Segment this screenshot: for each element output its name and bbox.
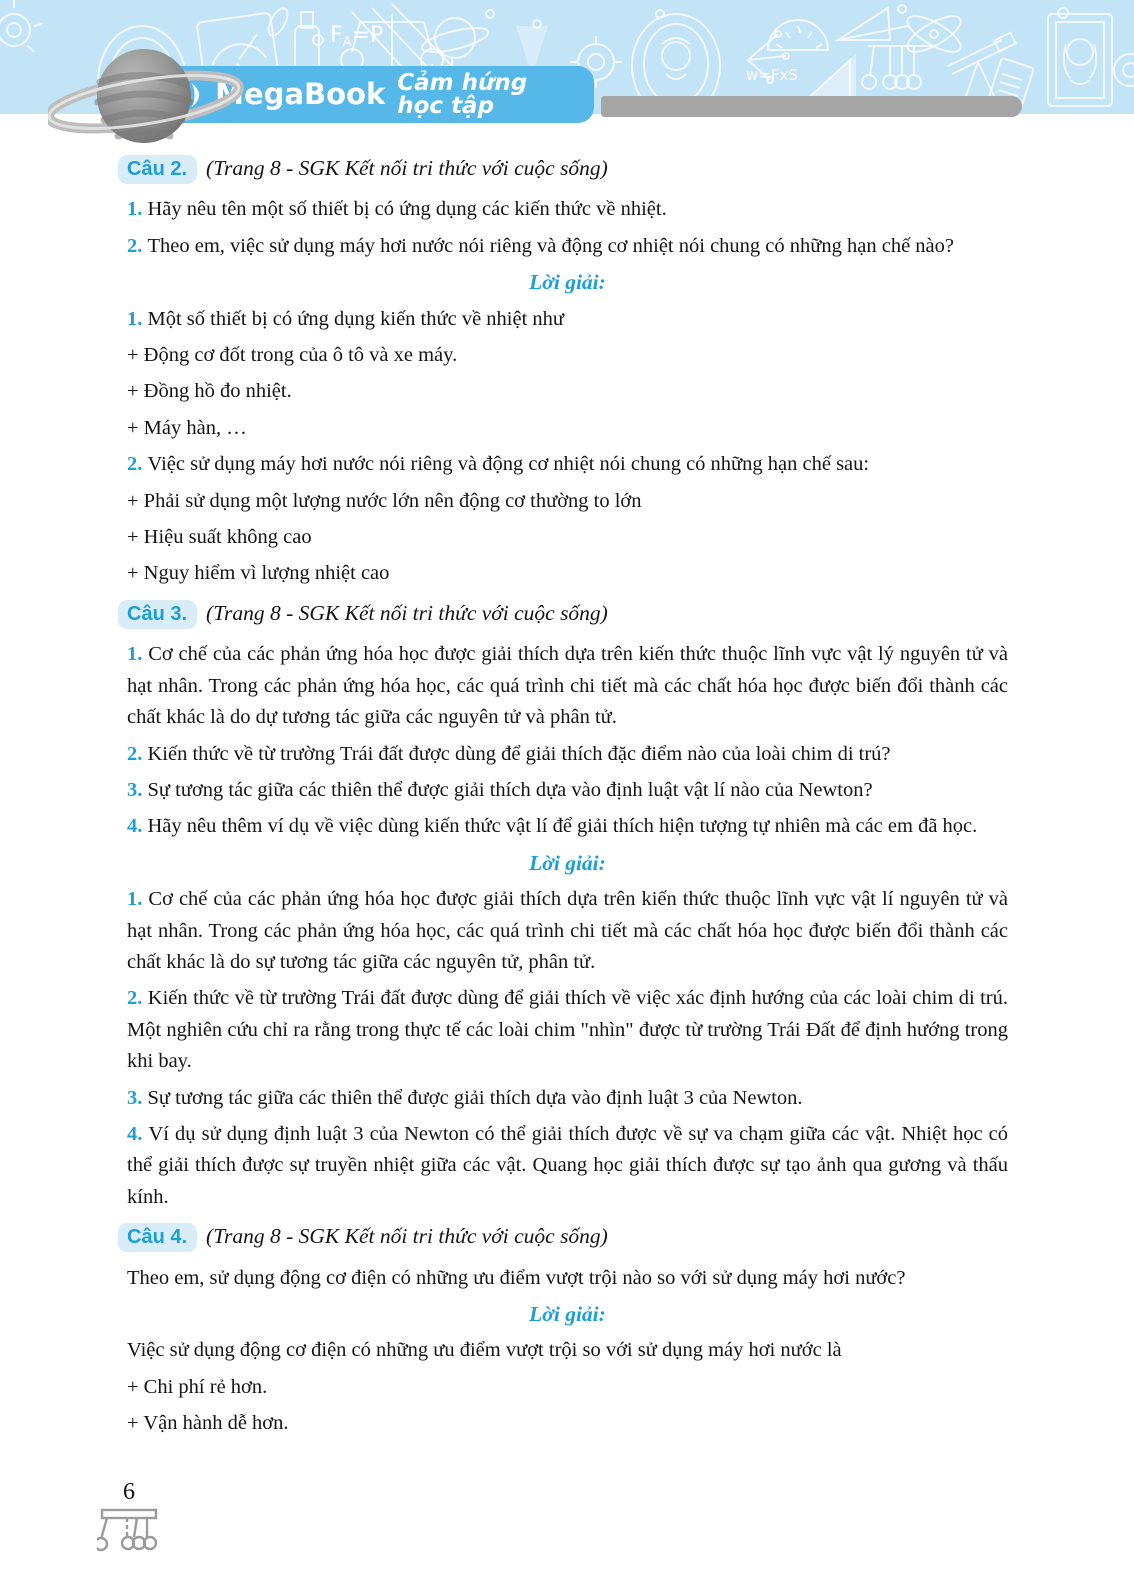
question-heading [127, 595, 1008, 634]
paragraph: Theo em, sử dụng động cơ điện có những ưu điểm vượt trội nào so với sử dụng máy hơi nước? [127, 1266, 906, 1289]
bullet-line: + Hiệu suất không cao [127, 526, 312, 549]
bullet-line: + Vận hành dễ hơn. [127, 1412, 289, 1435]
paragraph: Việc sử dụng động cơ điện có những ưu điểm vượt trội so với sử dụng máy hơi nước là [127, 1339, 842, 1362]
item-number: 4. [127, 1122, 149, 1145]
page-number: 6 [123, 1479, 135, 1505]
answer-item: 2. Việc sử dụng máy hơi nước nói riêng và động cơ nhiệt nói chung có những hạn chế sau: [127, 453, 870, 476]
answer-item: 1. Cơ chế của các phản ứng hóa học được giải thích dựa trên kiến thức thuộc lĩnh vực vật lý nguyên tử và hạt nhân. Trong các phản ứng hóa học, các quá trình chi tiết mà các chất hóa học được biến đổi thành các chất khác là do dự tương tác giữa các nguyên tử và phân tử. [127, 643, 1008, 729]
header-gray-bar [601, 96, 1022, 117]
answer-item: 3. Sự tương tác giữa các thiên thể được giải thích dựa vào định luật vật lí nào của Newton? [127, 778, 873, 801]
answer-item: 3. Sự tương tác giữa các thiên thể được giải thích dựa vào định luật 3 của Newton. [127, 1086, 803, 1109]
bullet-line: + Phải sử dụng một lượng nước lớn nên động cơ thường to lớn [127, 489, 642, 512]
question-label: Câu 2. [118, 155, 197, 184]
solution-label: Lời giải: [529, 1302, 606, 1326]
item-number: 1. [127, 307, 148, 330]
answer-item: 1. Hãy nêu tên một số thiết bị có ứng dụng các kiến thức về nhiệt. [127, 198, 667, 221]
page-header [0, 0, 1134, 160]
answer-item: 2. Theo em, việc sử dụng máy hơi nước nói riêng và động cơ nhiệt nói chung có những hạn chế nào? [127, 234, 954, 257]
newton-cradle-icon [97, 1501, 161, 1555]
answer-item: 1. Cơ chế của các phản ứng hóa học được giải thích dựa trên kiến thức thuộc lĩnh vực vật lí nguyên tử và hạt nhân. Trong các phản ứng hóa học, các quá trình chi tiết mà các chất hóa học được biến đổi thành các chất khác là do sự tương tác giữa các nguyên tử, phân tử. [127, 888, 1008, 973]
answer-item: 4. Ví dụ sử dụng định luật 3 của Newton có thể giải thích được về sự va chạm giữa các vật. Nhiệt học có thể giải thích được sự truyền nhiệt giữa các vật. Quang học giải thích được sự tạo ảnh qua gương và thấu kính. [127, 1122, 1009, 1208]
brand-name: MegaBook [215, 77, 386, 111]
bullet-line: + Nguy hiểm vì lượng nhiệt cao [127, 562, 390, 585]
question-source: (Trang 8 - SGK Kết nối tri thức với cuộc sống) [206, 156, 608, 180]
item-number: 3. [127, 778, 148, 801]
item-number: 1. [127, 888, 149, 911]
question-source: (Trang 8 - SGK Kết nối tri thức với cuộc sống) [206, 1224, 608, 1249]
item-number: 3. [127, 1086, 148, 1109]
content-blocks [127, 150, 1008, 1445]
bullet-line: + Máy hàn, … [127, 416, 247, 439]
solution-label: Lời giải: [529, 850, 606, 875]
answer-item: 1. Một số thiết bị có ứng dụng kiến thức về nhiệt như [127, 307, 565, 330]
item-number: 2. [127, 742, 148, 765]
solution-label: Lời giải: [529, 270, 606, 295]
question-heading [127, 1218, 1008, 1257]
item-number: 2. [127, 453, 148, 476]
question-label: Câu 3. [118, 600, 197, 629]
answer-item: 2. Kiến thức về từ trường Trái đất được dùng để giải thích về việc xác định hướng của các loài chim di trú. Một nghiên cứu chỉ ra rằng trong thực tế các loài chim "nhìn" được từ trường Trái Đất để định hướng trong khi bay. [127, 987, 1009, 1073]
item-number: 4. [127, 815, 148, 838]
item-number: 2. [127, 234, 148, 257]
bullet-line: + Động cơ đốt trong của ô tô và xe máy. [127, 344, 458, 367]
item-number: 2. [127, 987, 148, 1010]
question-label: Câu 4. [118, 1223, 197, 1252]
answer-item: 4. Hãy nêu thêm ví dụ về việc dùng kiến thức vật lí để giải thích hiện tượng tự nhiên mà các em đã học. [127, 815, 978, 838]
saturn-planet-icon [48, 44, 260, 156]
item-number: 1. [127, 198, 148, 221]
question-heading [127, 150, 1008, 189]
answer-item: 2. Kiến thức về từ trường Trái đất được dùng để giải thích đặc điểm nào của loài chim di trú? [127, 742, 891, 765]
bullet-line: + Đồng hồ đo nhiệt. [127, 380, 292, 403]
svg-text:w=FxS: w=FxS [746, 66, 798, 84]
svg-text:FA=P: FA=P [330, 23, 384, 50]
item-number: 1. [127, 643, 149, 666]
question-source: (Trang 8 - SGK Kết nối tri thức với cuộc sống) [206, 600, 608, 625]
bullet-line: + Chi phí rẻ hơn. [127, 1375, 268, 1398]
brand-tagline: Cảm hứng học tập [397, 69, 528, 119]
